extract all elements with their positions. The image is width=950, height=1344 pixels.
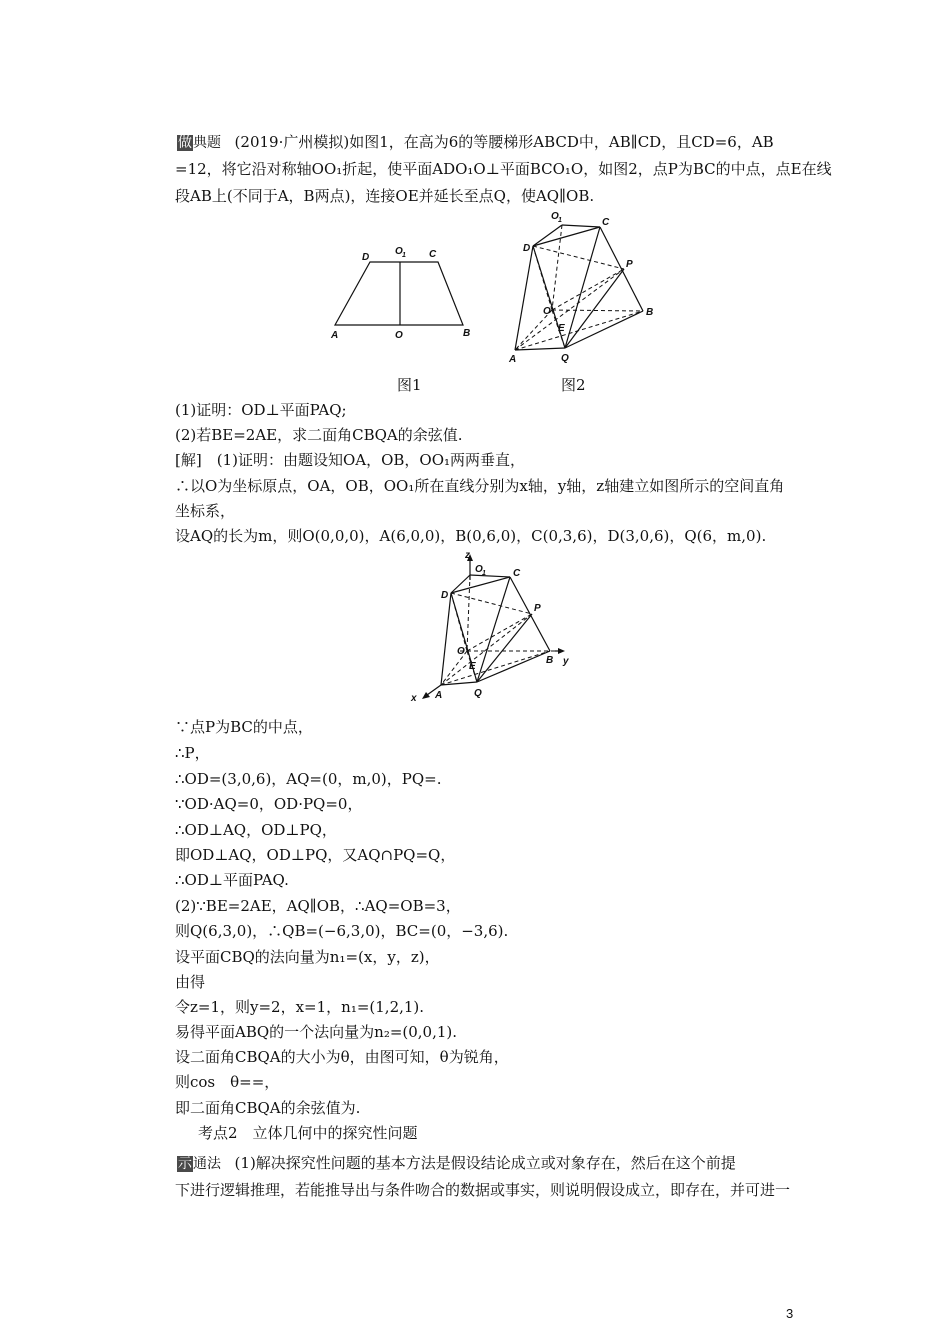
solution-line-9: ∴OD⊥AQ，OD⊥PQ， <box>175 821 337 839</box>
svg-text:1: 1 <box>482 570 486 577</box>
question-1: (1)证明：OD⊥平面PAQ; <box>175 401 347 419</box>
badge-typical-problem: 做典题 <box>178 135 221 151</box>
solution-line-5: ∵点P为BC的中点， <box>175 718 313 736</box>
solution-line-17: 易得平面ABQ的一个法向量为n₂=(0,0,1). <box>175 1023 458 1041</box>
svg-text:B: B <box>646 307 654 318</box>
svg-text:O: O <box>457 646 465 657</box>
figure-1-trapezoid <box>325 240 475 350</box>
svg-text:O: O <box>395 246 403 257</box>
solution-line-8: ∵OD·AQ=0，OD·PQ=0， <box>175 795 363 813</box>
figure-2-caption: 图2 <box>561 376 586 394</box>
solution-line-20: 即二面角CBQA的余弦值为. <box>175 1099 361 1117</box>
svg-text:E: E <box>469 661 476 672</box>
svg-text:O: O <box>551 211 559 222</box>
figure-1-caption: 图1 <box>397 376 422 394</box>
solution-line-15: 由得 <box>175 973 206 991</box>
svg-text:A: A <box>509 354 517 365</box>
solution-line-16: 令z=1，则y=2，x=1，n₁=(1,2,1). <box>175 998 425 1016</box>
solution-line-4: 设AQ的长为m，则O(0,0,0)，A(6,0,0)，B(0,6,0)，C(0,3,6)，D(3,0,6)，Q(6，m,0). <box>175 527 767 545</box>
svg-text:A: A <box>331 330 339 341</box>
method-line-2: 下进行逻辑推理，若能推导出与条件吻合的数据或事实，则说明假设成立，即存在，并可进一 <box>175 1181 791 1199</box>
page-number: 3 <box>786 1306 794 1321</box>
solution-line-6: ∴P， <box>175 744 210 762</box>
svg-text:O: O <box>475 564 483 575</box>
problem-line-2: =12，将它沿对称轴OO₁折起，使平面ADO₁O⊥平面BCO₁O，如图2，点P为BC的中点，点E在线 <box>175 160 832 178</box>
svg-text:x: x <box>411 693 417 704</box>
svg-text:P: P <box>626 259 633 270</box>
svg-text:B: B <box>463 328 471 339</box>
question-2: (2)若BE=2AE，求二面角CBQA的余弦值. <box>175 426 463 444</box>
svg-text:Q: Q <box>474 688 482 699</box>
method-line-1: 示通法 (1)解决探究性问题的基本方法是假设结论成立或对象存在，然后在这个前提 <box>175 1153 736 1174</box>
svg-text:A: A <box>435 690 443 701</box>
svg-text:B: B <box>546 655 554 666</box>
figure-2-folded-solid <box>505 205 665 370</box>
svg-text:D: D <box>362 252 370 263</box>
solution-line-14: 设平面CBQ的法向量为n₁=(x，y，z)， <box>175 948 440 966</box>
solution-line-12: (2)∵BE=2AE，AQ∥OB，∴AQ=OB=3， <box>175 897 461 915</box>
svg-text:y: y <box>563 656 569 667</box>
solution-line-13: 则Q(6,3,0)，∴QB=(−6,3,0)，BC=(0，−3,6). <box>175 922 509 940</box>
svg-text:D: D <box>441 590 449 601</box>
solution-line-19: 则cos θ==， <box>175 1073 280 1091</box>
problem-line-3: 段AB上(不同于A，B两点)，连接OE并延长至点Q，使AQ∥OB. <box>175 187 595 205</box>
svg-text:E: E <box>558 323 565 334</box>
problem-line-1: 做典题 (2019·广州模拟)如图1，在高为6的等腰梯形ABCD中，AB∥CD，且CD=6，AB <box>175 132 774 153</box>
svg-text:D: D <box>523 243 531 254</box>
solution-line-10: 即OD⊥AQ，OD⊥PQ，又AQ∩PQ=Q， <box>175 846 456 864</box>
svg-text:1: 1 <box>558 217 562 224</box>
solution-line-18: 设二面角CBQA的大小为θ，由图可知，θ为锐角， <box>175 1048 509 1066</box>
solution-line-7: ∴OD=(3,0,6)，AQ=(0，m,0)，PQ=. <box>175 770 442 788</box>
svg-text:O: O <box>543 306 551 317</box>
svg-text:z: z <box>465 550 470 561</box>
figure-3-coordinate-solid <box>405 548 585 708</box>
solution-line-3: 坐标系， <box>175 502 236 520</box>
svg-text:1: 1 <box>402 252 406 259</box>
svg-text:O: O <box>395 330 403 341</box>
svg-text:Q: Q <box>561 353 569 364</box>
solution-line-2: ∴以O为坐标原点，OA，OB，OO₁所在直线分别为x轴，y轴，z轴建立如图所示的空间直角 <box>175 477 785 495</box>
badge-general-method: 示通法 <box>178 1156 221 1172</box>
svg-text:C: C <box>429 249 437 260</box>
svg-text:P: P <box>534 603 541 614</box>
svg-text:C: C <box>602 217 610 228</box>
section-heading: 考点2 立体几何中的探究性问题 <box>198 1124 418 1142</box>
svg-text:C: C <box>513 568 521 579</box>
solution-line-11: ∴OD⊥平面PAQ. <box>175 871 289 889</box>
solution-line-1: [解] (1)证明：由题设知OA，OB，OO₁两两垂直， <box>175 451 526 469</box>
